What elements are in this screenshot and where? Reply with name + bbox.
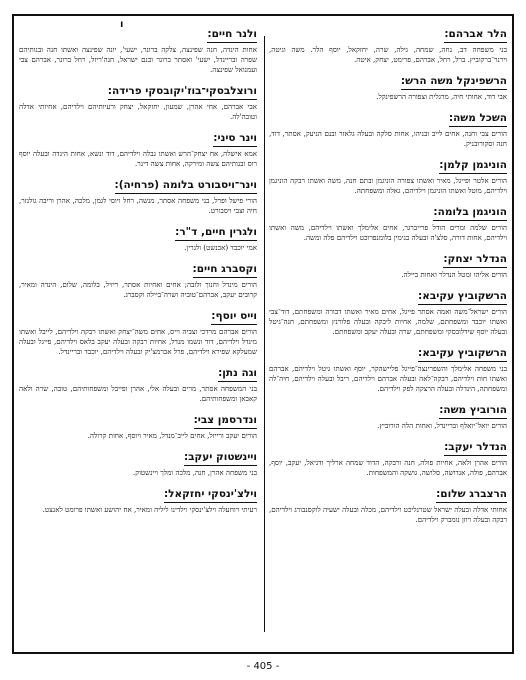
entry-heading: ויינשטוק יעקב:: [184, 451, 257, 466]
entry-body: הורים שלמה ומרים הודל פרייברגר, אחים אלימלך ואשתו וילדיהם, משה ואשתו וילדיהם, אחות דורה, סלצ'ה ובעלה בנימין בלומנפרוכט וילדיהם פלה ומשה.: [269, 223, 507, 242]
entry-body: בני משפחה דב, נחה, שמחה, גילה, שרה, יחזקאל, יוסף הלר. משה וגיטה, וירנר־ברקוביץ. ברל, רחל, אברהם, פרימט, יצחק, איטה.: [269, 45, 507, 64]
entry-heading: הרצברג שלום:: [436, 488, 507, 503]
entry-heading: הוניגמן בלומה:: [433, 206, 507, 221]
entry-heading: הלר אברהם:: [444, 28, 507, 43]
entry-body: בני משפחה אלימלך והשפרינצה־פייגל פליישהקר, יוסף ואשתו גיטל וילדיהם, אברהם ואשתו חות וילדיהם, רבקה־לאה ובעלה אברהם וילדיהם, ריבל ובעלה וילדיהם, חיה־לה ומשפחתה, הינדלה ובעלה הרצקה לפק וילדיהם.: [269, 364, 507, 393]
entry-body: הורים ישראל־משה ואמה אסתר פייגל, אחים מאיר ואשתו דבורה ומשפחתם, דוד־צבי ואשתו יוכבד ומשפחתם, שלמה, אחיות ליבקה ובעלה פלורנץ ומשפחתם, חנה־גיטל ובעלה יוסף שידלובסקי ומשפחתם, שרה ובעלה יעקב ומשפחתם.: [269, 307, 507, 336]
memorial-entry: [269, 247, 507, 280]
memorial-entry: [269, 482, 507, 525]
entry-heading: ולגרין חיים, ד"ר:: [175, 226, 257, 241]
entry-heading: הרשפינקל משה הרש:: [401, 75, 507, 90]
entry-body: אבי דוד, אחותי חיה, מרגלית וצפורה הרשפינקל.: [376, 92, 507, 101]
entry-heading: הורוביץ משה:: [439, 404, 507, 419]
entry-body: הורי פישל ופרל, בני משפחה אסתר, מנשה, רחל ויוסי לגמן, מלכה, אהרן וריבה גולנזר, חיה וצבי ויסבורט.: [19, 196, 257, 215]
entry-heading: וינר־ויסבורט בלומה (פרחיה):: [115, 179, 257, 194]
memorial-entry: [19, 126, 257, 169]
entry-body: בני המשפחה אסתר, מרים ובעלה אלי, אהרן ופייבל ומשפחותיהם, טובה, שרה ולאה קאבאן ומשפחותיהם.: [19, 384, 257, 403]
entry-body: אבי אברהם, אחי אהרן, שמעון, יחזקאל, יצחק ורעיותיהם וילדיהם, אחיותי אדלה וטובה'לה.: [19, 102, 257, 121]
memorial-entry: [19, 361, 257, 404]
entry-body: הורים אלטר ופייגל, מאיר ואשתו צפורה הוניגמן ובתם חנה, משה ואשתו רבקה הוניגמן וילדיהם, מוטל ואשתו הוניגמן וילדיהם, גאלה ומשפחתה.: [269, 176, 507, 195]
memorial-entry: [269, 153, 507, 196]
memorial-entry: [19, 22, 257, 75]
entry-body: רעיתי רוחעלה וילצ'ינסקי וילדינו ליליה ומאיר, אח יהושע ואשתו פרומט לאנצט.: [42, 505, 257, 514]
memorial-entry: [269, 284, 507, 337]
memorial-entry: [269, 398, 507, 431]
entry-body: בני משפחה אהרן, חנה, מלכה ומלך ויינשטוק.: [133, 468, 257, 477]
column-marker: ו: [120, 19, 124, 30]
memorial-entry: [269, 341, 507, 394]
entry-body: אמא אישלה, אח יצחק־הרש ואשתו גבלה וילדיהם, דוד ונשא, אחות הינדה ובעלה יוסף רוס ובנותיהם צשה ומירקה, אחות צשה דינר.: [19, 149, 257, 168]
memorial-entry: [19, 445, 257, 478]
memorial-entry: [269, 200, 507, 243]
entry-heading: הנדלר יצחק:: [443, 253, 507, 268]
entry-heading: ונדרסמן צבי:: [194, 414, 257, 429]
entry-heading: וקסברג חיים:: [193, 263, 257, 278]
entry-body: אחותי אדלה ובעלה ישראל שטרנליכט וילדיהם, מכלה ובעלה ישעיה לוקסנבורג וילדיהם, רבקה ובעלה רוזן נומברק וילדיהם.: [269, 505, 507, 524]
entry-body: הורים אליהו ומטל הנדלר ואחות ביילה.: [401, 270, 507, 279]
entry-heading: ורוצלבסקי־בוז'יקובסקי פרידה:: [108, 85, 257, 100]
memorial-entry: [269, 435, 507, 478]
memorial-entry: [269, 22, 507, 65]
memorial-entry: [269, 69, 507, 102]
entry-body: אמי יוכבד (אכנשט) ולגרין.: [184, 243, 257, 252]
memorial-entry: [19, 408, 257, 441]
entry-heading: הוניגמן קלמן:: [439, 159, 507, 174]
memorial-entry: [19, 220, 257, 253]
entry-heading: וינר סיני:: [213, 132, 257, 147]
entry-body: הורים צבי וחנה, אחים לייב ובניהו, אחות סלקה ובעלה גלאזר ובנם הניעק, אסתר, דוד, חנה וסקורובניק.: [269, 129, 507, 148]
entry-body: הורים יואל־יואלף ובריינדל, ואחות הלה הורוביץ.: [377, 421, 507, 430]
entry-heading: הרשקוביץ עקיבא:: [418, 290, 507, 305]
entry-body: הורים יעקב ורייזל, אחים לייב־מנדל, מאיר ויוסף, אחות קרולה.: [87, 431, 257, 440]
entry-heading: הנדלר יעקב:: [444, 441, 507, 456]
entry-heading: וגה נתן:: [218, 367, 257, 382]
entry-body: אחות הינדה, חנה שפינצה, צלקה ברונר, ישעי', יונה שפינצה ואשתו חנה ובנותיהם שפרה ובריינדל, ישעי' ואסתר ברונר ובנם ישראל, חנה'ריזל, רחל ברונר, אברהם צבי ועמנואל שפינצה.: [19, 45, 257, 74]
right-column: [269, 22, 507, 529]
memorial-entry: [19, 79, 257, 122]
entry-heading: וילצ'ינסקי יחזקאל:: [164, 488, 257, 503]
entry-body: הורים אהרן ולאה, אחיות פולה, חנה ורבקה, הדוד שמחה ארליך ודניאל, יעקב, יוסף, אברהם, פולה, אנדושה, סלושה, גושקה והמשפחות.: [269, 458, 507, 477]
entry-heading: ולנר חיים:: [207, 28, 257, 43]
entry-heading: וייס יוסף:: [211, 310, 257, 325]
memorial-entry: [269, 106, 507, 149]
memorial-entry: [19, 173, 257, 216]
page-number: - 405 -: [246, 661, 280, 672]
entry-heading: הרשקוביץ עקיבא:: [418, 347, 507, 362]
column-divider: [264, 36, 265, 632]
memorial-entry: [19, 304, 257, 357]
memorial-entry: [19, 257, 257, 300]
entry-body: הורים מינדל וחנוך ולובה; אחים ואחיות אסתר, ריזיל, בלומה, שלום, הינדה ומאיר, קרובים יעקב, אברהם־טוביה ושרה־ביילה וקסברג.: [19, 280, 257, 299]
left-column: [19, 22, 257, 519]
entry-body: הורים אברהם מרדכי וצביה וייס, אחים משה־יצחק ואשתו רבקה וילדיהם, לייבל ואשתו מינדל וילדיהם, דוד ונשמו מנדל, אחיות רבקה ובעלה יעקב בלאס וילדיהם, פייגל ובעלה שמעלקא שפירא וילדיהם, פרל אברמצ'יק ובעלה וילדיהם, יוכבד ובריינדל.: [19, 327, 257, 356]
memorial-entry: [19, 482, 257, 515]
entry-heading: השכל משה:: [449, 112, 507, 127]
